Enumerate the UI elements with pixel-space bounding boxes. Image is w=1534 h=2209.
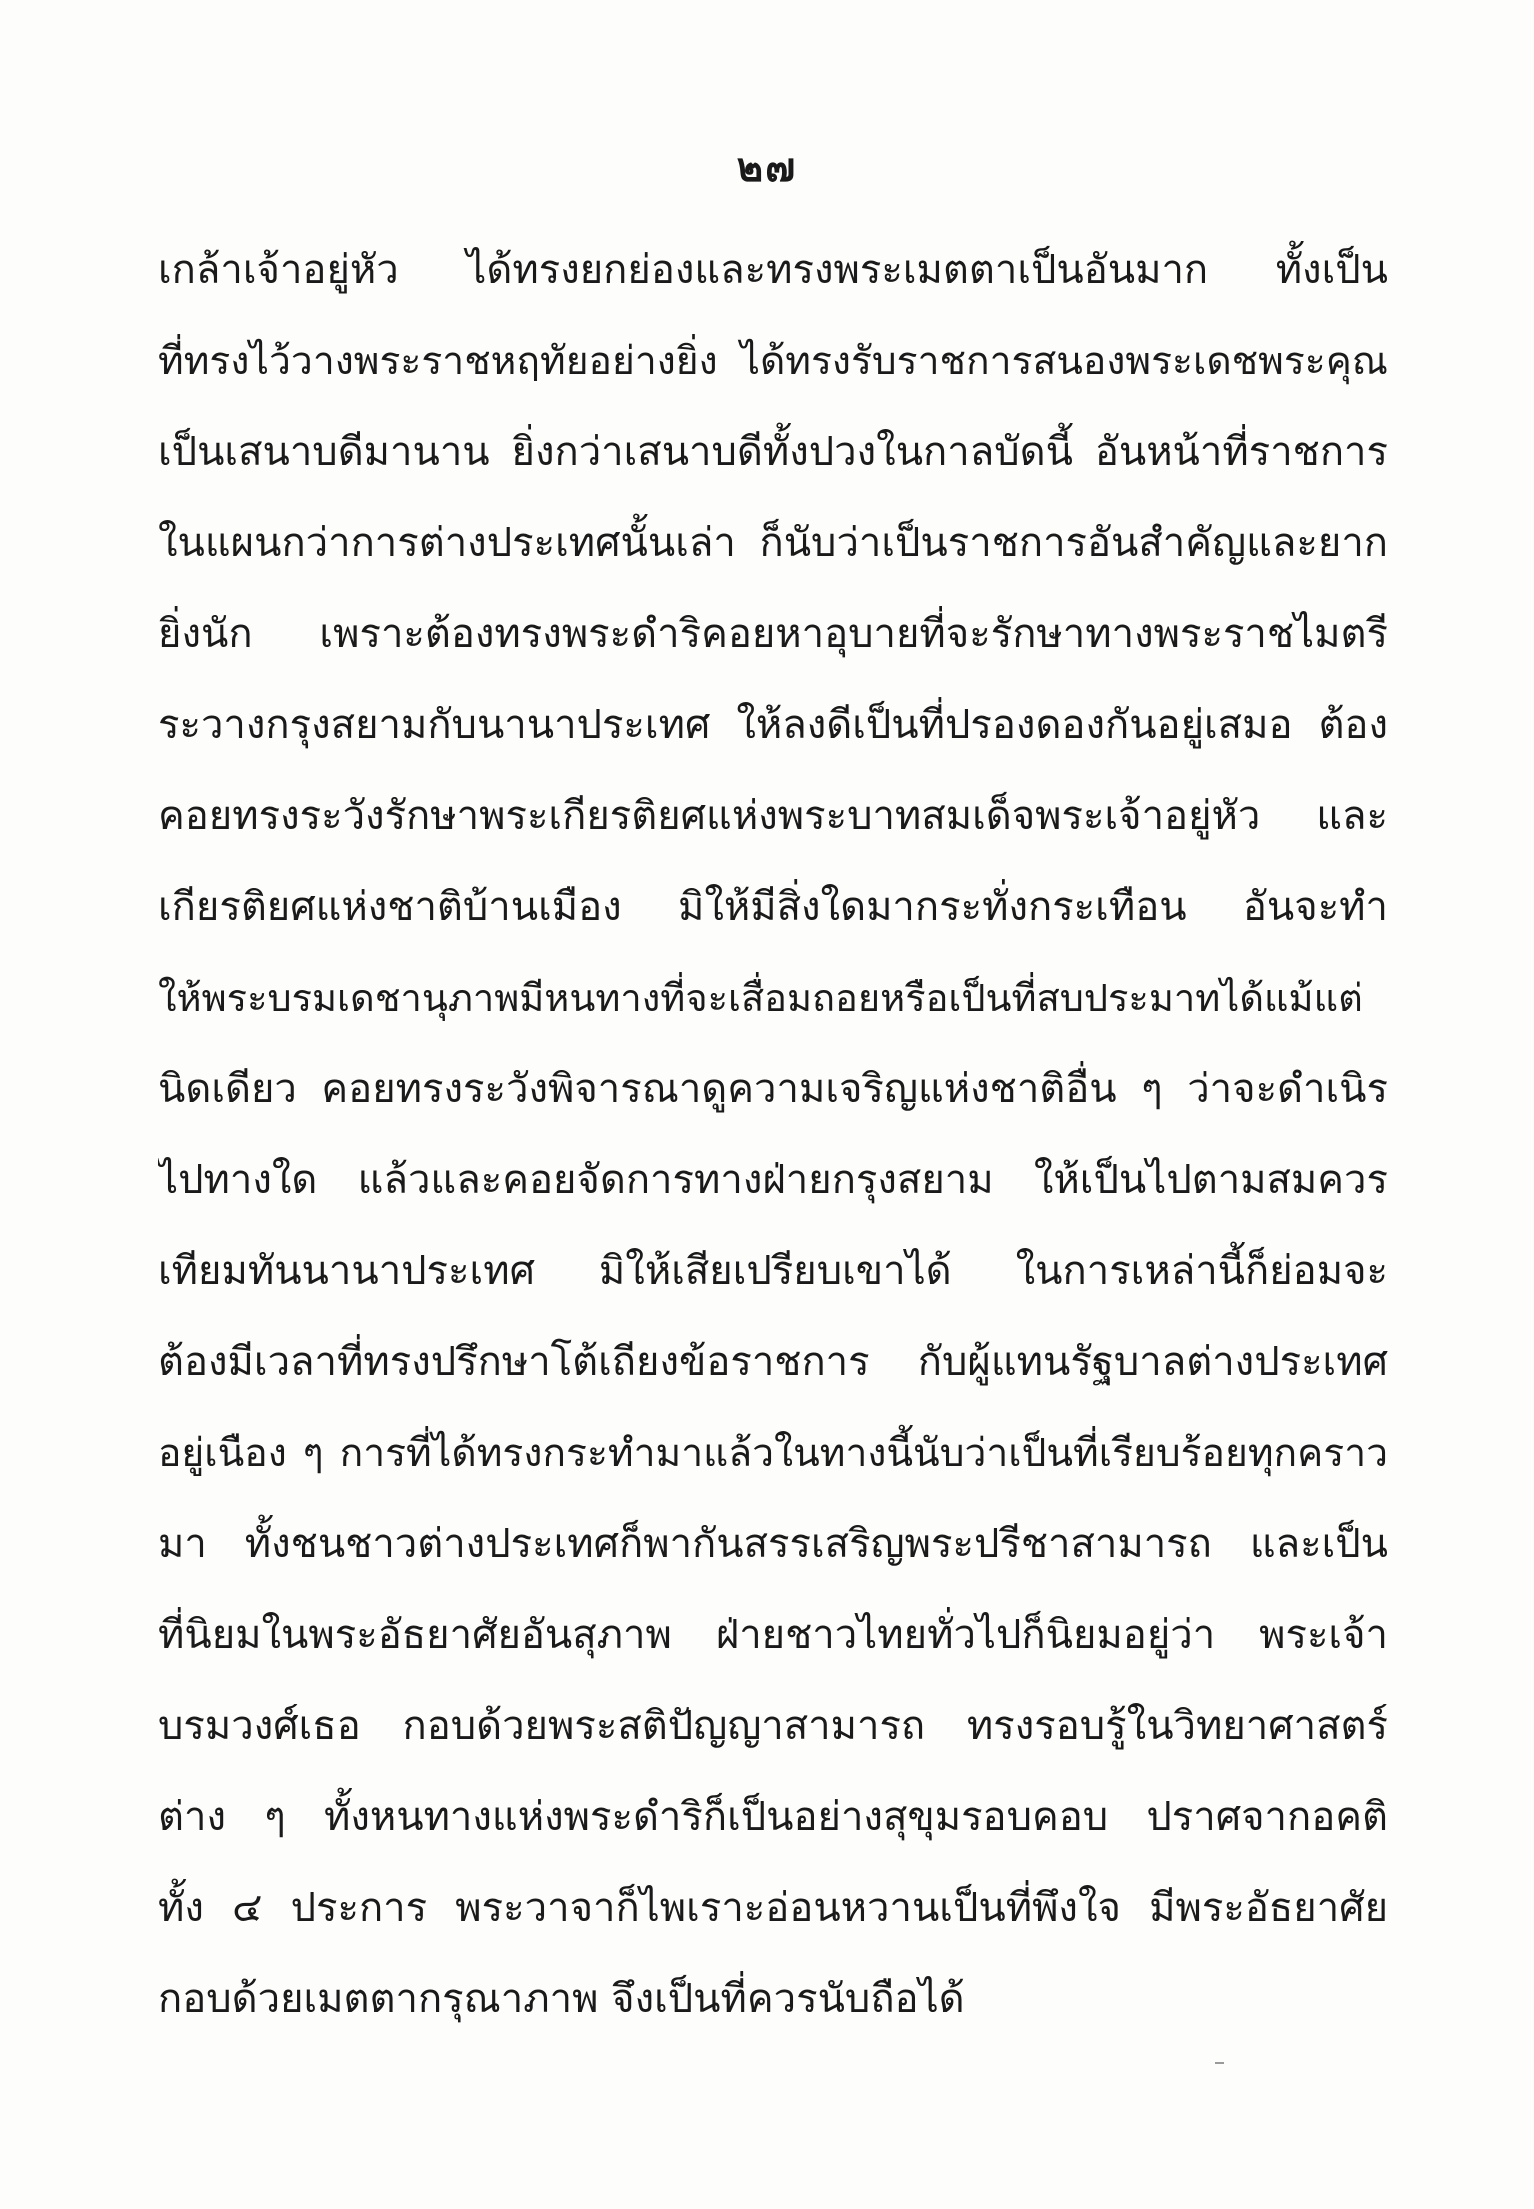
- text-line: คอยทรงระวังรักษาพระเกียรติยศแห่งพระบาทสมเด็จพระเจ้าอยู่หัว และ: [158, 793, 1388, 839]
- text-line: ยิ่งนัก เพราะต้องทรงพระดำริคอยหาอุบายที่จะรักษาทางพระราชไมตรี: [158, 611, 1388, 657]
- text-line: ที่นิยมในพระอัธยาศัยอันสุภาพ ฝ่ายชาวไทยทั่วไปก็นิยมอยู่ว่า พระเจ้า: [158, 1612, 1388, 1658]
- body-text: [158, 225, 1388, 2045]
- text-line: ในแผนกว่าการต่างประเทศนั้นเล่า ก็นับว่าเป็นราชการอันสำคัญและยาก: [158, 520, 1388, 566]
- text-line: เกล้าเจ้าอยู่หัว ได้ทรงยกย่องและทรงพระเมตตาเป็นอันมาก ทั้งเป็น: [158, 247, 1388, 293]
- scan-speck: [1215, 2062, 1224, 2064]
- text-line: ทั้ง ๔ ประการ พระวาจาก็ไพเราะอ่อนหวานเป็นที่พึงใจ มีพระอัธยาศัย: [158, 1885, 1388, 1931]
- text-line: เป็นเสนาบดีมานาน ยิ่งกว่าเสนาบดีทั้งปวงในกาลบัดนี้ อันหน้าที่ราชการ: [158, 429, 1388, 475]
- text-line: ระวางกรุงสยามกับนานาประเทศ ให้ลงดีเป็นที่ปรองดองกันอยู่เสมอ ต้อง: [158, 702, 1388, 748]
- text-line: กอบด้วยเมตตากรุณาภาพ จึงเป็นที่ควรนับถือได้: [158, 1976, 965, 2022]
- text-line: เทียมทันนานาประเทศ มิให้เสียเปรียบเขาได้ ในการเหล่านี้ก็ย่อมจะ: [158, 1248, 1388, 1294]
- page-number: ๒๗: [736, 144, 798, 191]
- text-line: อยู่เนือง ๆ การที่ได้ทรงกระทำมาแล้วในทางนี้นับว่าเป็นที่เรียบร้อยทุกคราว: [158, 1431, 1388, 1476]
- text-line: ให้พระบรมเดชานุภาพมีหนทางที่จะเสื่อมถอยหรือเป็นที่สบประมาทได้แม้แต่: [158, 976, 1363, 1020]
- text-line: บรมวงศ์เธอ กอบด้วยพระสติปัญญาสามารถ ทรงรอบรู้ในวิทยาศาสตร์: [158, 1703, 1388, 1749]
- text-line: เกียรติยศแห่งชาติบ้านเมือง มิให้มีสิ่งใดมากระทั่งกระเทือน อันจะทำ: [158, 884, 1388, 930]
- text-line: ไปทางใด แล้วและคอยจัดการทางฝ่ายกรุงสยาม ให้เป็นไปตามสมควร: [158, 1157, 1388, 1203]
- text-line: นิดเดียว คอยทรงระวังพิจารณาดูความเจริญแห่งชาติอื่น ๆ ว่าจะดำเนิร: [158, 1066, 1388, 1112]
- text-line: มา ทั้งชนชาวต่างประเทศก็พากันสรรเสริญพระปรีชาสามารถ และเป็น: [158, 1521, 1388, 1567]
- text-line: ที่ทรงไว้วางพระราชหฤทัยอย่างยิ่ง ได้ทรงรับราชการสนองพระเดชพระคุณ: [158, 339, 1388, 384]
- text-line: ต้องมีเวลาที่ทรงปรึกษาโต้เถียงข้อราชการ กับผู้แทนรัฐบาลต่างประเทศ: [158, 1339, 1388, 1385]
- text-line: ต่าง ๆ ทั้งหนทางแห่งพระดำริก็เป็นอย่างสุขุมรอบคอบ ปราศจากอคติ: [158, 1794, 1388, 1840]
